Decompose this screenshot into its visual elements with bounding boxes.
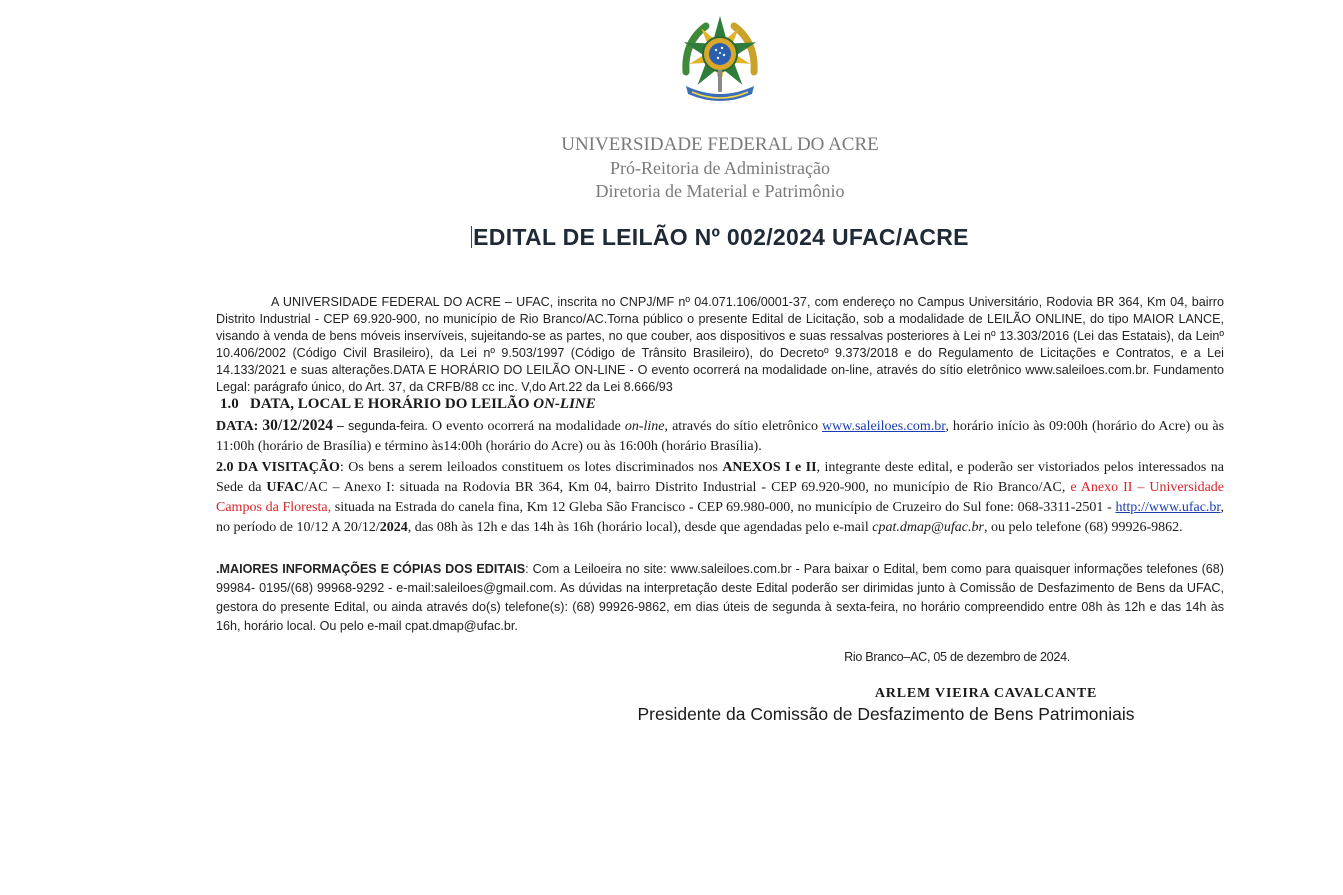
more-info-paragraph: .MAIORES INFORMAÇÕES E CÓPIAS DOS EDITAIS: Com a Leiloeira no site: www.saleiloes.com.br - Para baixar o Edital, bem como para quaisquer informações telefones (68) 99984- 0195/(68) 99968-9292 - e-mail:saleiloes@gmail.com. As dúvidas na interpretação deste Edital poderão ser dirimidas junto à Comissão de Desfazimento de Bens da UFAC, gestora do presente Edital, ou ainda através do(s) telefone(s): (68) 99926-9862, em dias úteis de segunda à sexta-feira, no horário compreendido entre 08h às 12h e das 14h às 16h, horário local. Ou pelo e-mail cpat.dmap@ufac.br. xyxy=(216,562,1224,633)
brazil-coat-of-arms-icon xyxy=(672,12,768,108)
pro-reitoria: Pró-Reitoria de Administração xyxy=(610,158,830,178)
saleiloes-link[interactable]: www.saleiloes.com.br xyxy=(822,419,946,434)
intro-paragraph: A UNIVERSIDADE FEDERAL DO ACRE – UFAC, inscrita no CNPJ/MF nº 04.071.106/0001-37, com endereço no Campus Universitário, Rodovia BR 364, Km 04, bairro Distrito Industrial - CEP 69.920-900, no município de Rio Branco/AC.Torna público o presente Edital de Licitação, sob a modalidade de LEILÃO ONLINE, do tipo MAIOR LANCE, visando à venda de bens móveis inservíveis, sujeitando-se as partes, no que couber, aos dispositivos e suas ressalvas posteriores à Lei nº 13.303/2016 (Lei das Estatais), da Leinº 10.406/2002 (Código Civil Brasileiro), da Lei nº 9.503/1997 (Código de Trânsito Brasileiro), do Decretoº 9.373/2018 e do Regulamento de Licitações e Contratos, e a Lei 14.133/2021 e suas alterações.DATA E HORÁRIO DO LEILÃO ON-LINE - O evento ocorrerá na modalidade on-line, através do sítio eletrônico www.saleiloes.com.br. Fundamento Legal: parágrafo único, do Art. 37, da CRFB/88 cc inc. V,do Art.22 da Lei 8.666/93 xyxy=(216,295,1224,394)
signer-name: ARLEM VIEIRA CAVALCANTE xyxy=(874,686,1098,701)
place-and-date: Rio Branco–AC, 05 de dezembro de 2024. xyxy=(844,650,1070,664)
signer-role: Presidente da Comissão de Desfazimento de Bens Patrimoniais xyxy=(637,704,1135,724)
document-title: EDITAL DE LEILÃO Nº 002/2024 UFAC/ACRE xyxy=(473,224,969,250)
auction-date-paragraph: DATA: 30/12/2024 – segunda-feira. O evento ocorrerá na modalidade on-line, através do sítio eletrônico www.saleiloes.com.br, horário início às 09:00h (horário do Acre) ou às 11:00h (horário de Brasília) e término às14:00h (horário do Acre) ou às 16:00h (horário Brasília). xyxy=(216,417,1225,454)
visitation-paragraph: 2.0 DA VISITAÇÃO: Os bens a serem leiloados constituem os lotes discriminados nos ANEXOS I e II, integrante deste edital, e poderão ser vistoriados pelos interessados na Sede da UFAC/AC – Anexo I: situada na Rodovia BR 364, Km 04, bairro Distrito Industrial - CEP 69.920-900, no município de Rio Branco/AC, e Anexo II – Universidade Campos da Floresta, situada na Estrada do canela fina, Km 12 Gleba São Francisco - CEP 69.980-000, no município de Cruzeiro do Sul fone: 068-3311-2501 - http://www.ufac.br, no período de 10/12 A 20/12/2024, das 08h às 12h e das 14h às 16h (horário local), desde que agendadas pelo e-mail cpat.dmap@ufac.br, ou pelo telefone (68) 99926-9862. xyxy=(216,460,1225,535)
annex-2-highlight: e Anexo II – Universidade Campos da Floresta, xyxy=(216,480,1225,515)
diretoria: Diretoria de Material e Patrimônio xyxy=(595,181,845,201)
auction-date: 30/12/2024 xyxy=(262,417,333,434)
ufac-link[interactable]: http://www.ufac.br xyxy=(1115,500,1221,515)
section-1-heading: 1.0 DATA, LOCAL E HORÁRIO DO LEILÃO ON-LINE xyxy=(220,396,596,412)
contact-email: cpat.dmap@ufac.br xyxy=(872,520,984,535)
institution-name: UNIVERSIDADE FEDERAL DO ACRE xyxy=(561,134,879,155)
